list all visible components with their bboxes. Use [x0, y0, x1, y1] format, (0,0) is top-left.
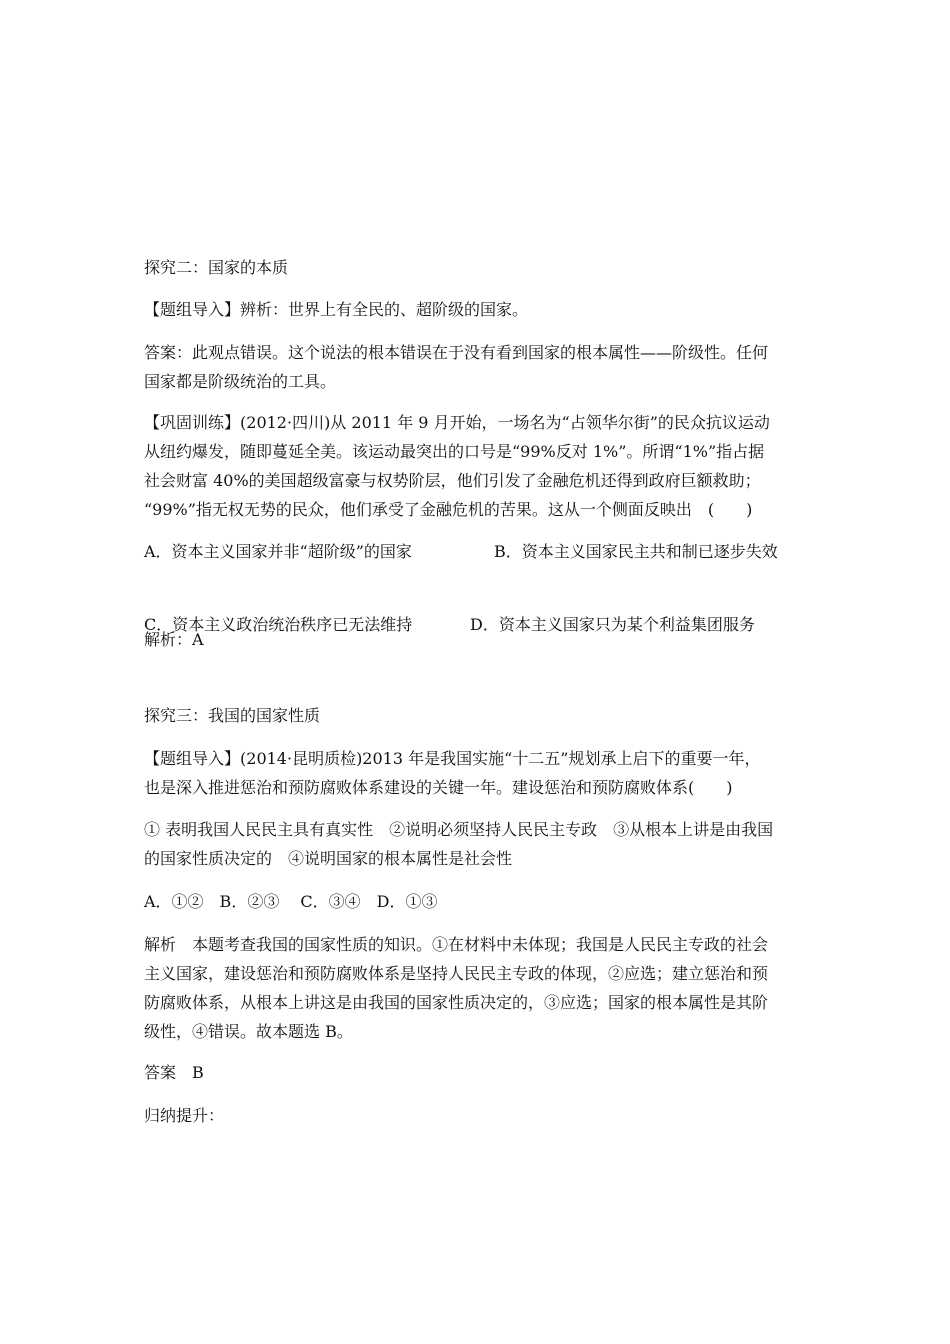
- analysis-line: 主义国家，建设惩治和预防腐败体系是坚持人民民主专政的体现，②应选；建立惩治和预: [144, 964, 769, 983]
- analysis-line: 级性，④错误。故本题选 B。: [144, 1022, 353, 1041]
- option-b: B．资本主义国家民主共和制已逐步失效: [494, 542, 778, 561]
- practice-question: [144, 408, 814, 524]
- option-d: D．资本主义国家只为某个利益集团服务: [470, 615, 755, 634]
- statement-line: ① 表明我国人民民主具有真实性 ②说明必须坚持人民民主专政 ③从根本上讲是由我国: [144, 820, 774, 839]
- section3-intro: [144, 744, 814, 802]
- practice-line: “99%”指无权无势的民众，他们承受了金融危机的苦果。这从一个侧面反映出 ( ): [144, 500, 753, 519]
- practice-line: 社会财富 40%的美国超级富豪与权势阶层，他们引发了金融危机还得到政府巨额救助；: [144, 471, 761, 490]
- analysis-line: 防腐败体系，从根本上讲这是由我国的国家性质决定的，③应选；国家的根本属性是其阶: [144, 993, 769, 1012]
- section3-analysis: [144, 930, 814, 1046]
- section3-choices: A．①② B．②③ C．③④ D．①③: [144, 892, 438, 911]
- answer-line: 答案：此观点错误。这个说法的根本错误在于没有看到国家的根本属性——阶级性。任何: [144, 343, 769, 362]
- analysis-line: 解析 本题考查我国的国家性质的知识。①在材料中未体现；我国是人民民主专政的社会: [144, 935, 769, 954]
- options-row-ab: [144, 537, 814, 566]
- summary-heading: 归纳提升：: [144, 1106, 225, 1125]
- intro-line: 【题组导入】(2014·昆明质检)2013 年是我国实施“十二五”规划承上启下的重要一年，: [144, 749, 761, 768]
- section2-intro: [144, 295, 814, 324]
- section2-answer: [144, 338, 814, 396]
- practice-line: 从纽约爆发，随即蔓延全美。该运动最突出的口号是“99%反对 1%”。所谓“1%”指占据: [144, 442, 765, 461]
- practice-line: 【巩固训练】(2012·四川)从 2011 年 9 月开始，一场名为“占领华尔街”的民众抗议运动: [144, 413, 770, 432]
- section2-analysis: 解析：A: [144, 630, 204, 649]
- section3-answer: 答案 B: [144, 1063, 204, 1082]
- intro-text: 辨析：世界上有全民的、超阶级的国家。: [240, 300, 529, 319]
- answer-line: 国家都是阶级统治的工具。: [144, 372, 337, 391]
- section2-heading: 探究二：国家的本质: [144, 258, 289, 277]
- document-page: [144, 0, 814, 1125]
- intro-tag: 【题组导入】: [144, 749, 241, 768]
- section3-statements: [144, 815, 814, 873]
- intro-line: 也是深入推进惩治和预防腐败体系建设的关键一年。建设惩治和预防腐败体系( ): [144, 778, 733, 797]
- option-a: A．资本主义国家并非“超阶级”的国家: [144, 542, 412, 561]
- intro-tag: 【题组导入】: [144, 300, 241, 319]
- statement-line: 的国家性质决定的 ④说明国家的根本属性是社会性: [144, 849, 513, 868]
- practice-tag: 【巩固训练】: [144, 413, 241, 432]
- option-c: C．资本主义政治统治秩序已无法维持: [144, 615, 413, 634]
- section3-heading: 探究三：我国的国家性质: [144, 706, 321, 725]
